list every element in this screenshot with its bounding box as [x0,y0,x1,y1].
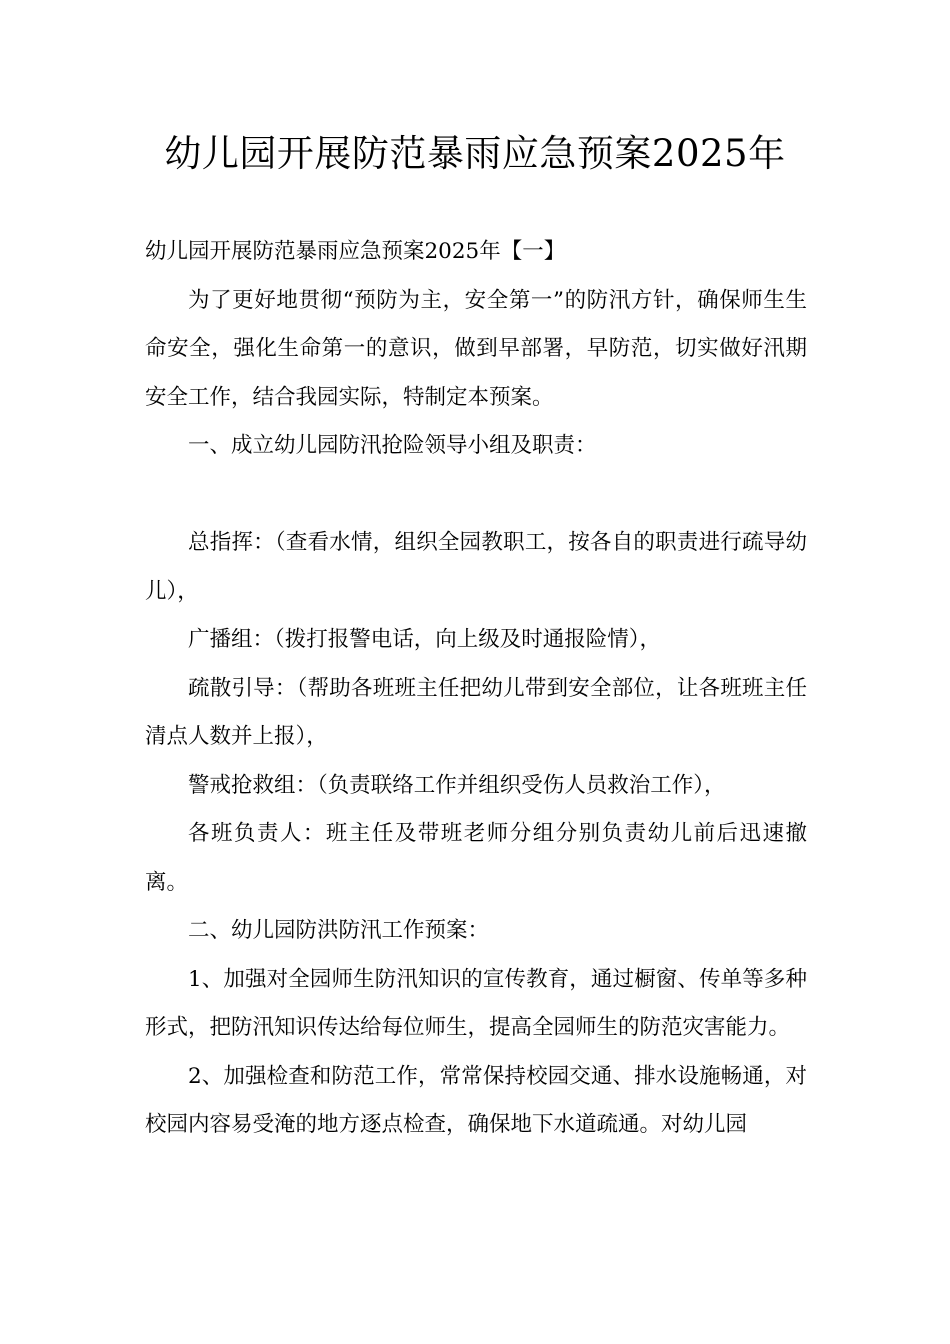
document-title: 幼儿园开展防范暴雨应急预案2025年 [164,132,786,175]
section-heading: 幼儿园开展防范暴雨应急预案2025年【一】 [145,239,566,264]
paragraph-broadcast: 广播组：（拨打报警电话，向上级及时通报险情）， [188,627,662,652]
paragraph-item-1: 1、加强对全园师生防汛知识的宣传教育，通过橱窗、传单等多种形式，把防汛知识传达给每位师生，提高全园师生的防范灾害能力。 [145,966,807,1040]
paragraph-evacuation: 疏散引导：（帮助各班班主任把幼儿带到安全部位，让各班班主任清点人数并上报）， [145,675,807,749]
paragraph-rescue: 警戒抢救组：（负责联络工作并组织受伤人员救治工作）， [188,772,726,798]
paragraph-intro: 为了更好地贯彻“预防为主，安全第一”的防汛方针，确保师生生命安全，强化生命第一的意识，做到早部署，早防范，切实做好汛期安全工作，结合我园实际，特制定本预案。 [145,287,807,410]
paragraph-heading-one: 一、成立幼儿园防汛抢险领导小组及职责： [188,433,597,458]
paragraph-commander: 总指挥：（查看水情，组织全园教职工，按各自的职责进行疏导幼儿）， [145,530,807,604]
paragraph-heading-two: 二、幼儿园防洪防汛工作预案： [188,918,490,943]
blank-line [145,471,807,520]
document-body [145,228,807,1150]
paragraph-item-2: 2、加强检查和防范工作，常常保持校园交通、排水设施畅通，对校园内容易受淹的地方逐点检查，确保地下水道疏通。对幼儿园 [145,1063,807,1137]
paragraph-class-leaders: 各班负责人：班主任及带班老师分组分别负责幼儿前后迅速撤离。 [145,821,807,895]
